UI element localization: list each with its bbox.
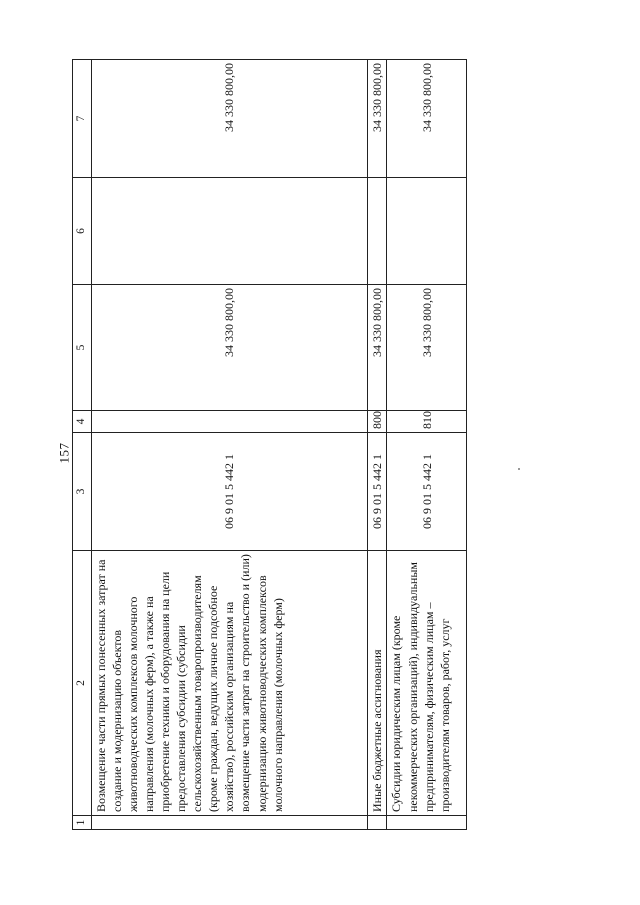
row-name-cell: Возмещение части прямых понесенных затрат на создание и модернизацию объектов животноводческих комплексов молочного направления (молочных ферм), а также на приобретение техники и оборудования на цели предоставления субсидии (субсидии сельскохозяйственным товаропроизводителям (кроме граждан, ведущих личное подсобное хозяйство), российским организациям на возмещение части затрат на строительство и (или) модернизацию животноводческих комплексов молочного направления (молочных ферм) — [91, 551, 367, 816]
header-cell-6: 6 — [73, 178, 92, 285]
header-cell-1: 1 — [73, 816, 92, 830]
row-amount-6-cell — [387, 178, 467, 285]
row-amount-7-cell: 34 330 800,00 — [387, 60, 467, 178]
rotated-table-wrapper — [72, 60, 467, 830]
row-type-cell: 800 — [368, 411, 387, 433]
header-cell-5: 5 — [73, 285, 92, 411]
row-amount-6-cell — [91, 178, 367, 285]
row-type-cell: 810 — [387, 411, 467, 433]
row-name-cell: Субсидии юридическим лицам (кроме некоммерческих организаций), индивидуальным предпринимателям, физическим лицам – производителям товаров, работ, услуг — [387, 551, 467, 816]
row-amount-5-cell: 34 330 800,00 — [368, 285, 387, 411]
header-cell-4: 4 — [73, 411, 92, 433]
scan-speck — [518, 468, 520, 470]
row-code-cell: 06 9 01 5 442 1 — [368, 433, 387, 551]
row-number-cell — [387, 816, 467, 830]
row-amount-7-cell: 34 330 800,00 — [91, 60, 367, 178]
row-code-cell: 06 9 01 5 442 1 — [387, 433, 467, 551]
header-cell-3: 3 — [73, 433, 92, 551]
row-type-cell — [91, 411, 367, 433]
header-cell-7: 7 — [73, 60, 92, 178]
row-amount-6-cell — [368, 178, 387, 285]
table-header-row — [73, 60, 92, 830]
row-number-cell — [368, 816, 387, 830]
table-row — [387, 60, 467, 830]
row-number-cell — [91, 816, 367, 830]
page-number: 157 — [56, 442, 72, 464]
row-name-cell: Иные бюджетные ассигнования — [368, 551, 387, 816]
row-code-cell: 06 9 01 5 442 1 — [91, 433, 367, 551]
table-row — [368, 60, 387, 830]
row-amount-7-cell: 34 330 800,00 — [368, 60, 387, 178]
header-cell-2: 2 — [73, 551, 92, 816]
row-amount-5-cell: 34 330 800,00 — [91, 285, 367, 411]
budget-table — [72, 59, 467, 830]
table-row — [91, 60, 367, 830]
row-amount-5-cell: 34 330 800,00 — [387, 285, 467, 411]
